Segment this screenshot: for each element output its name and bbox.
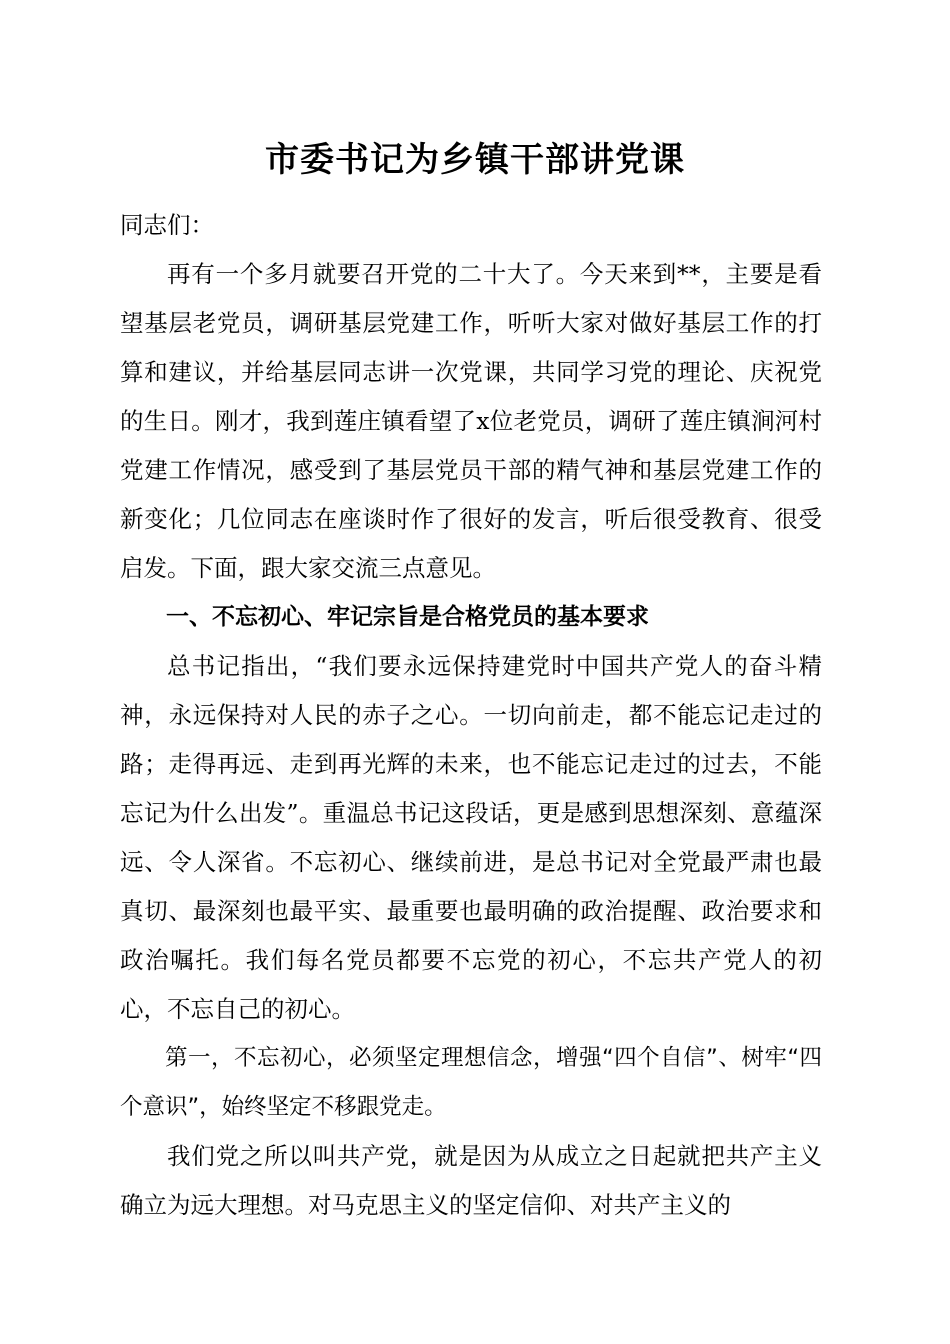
sub-heading-1: 第一，不忘初心，必须坚定理想信念，增强“四个自信”、树牢“四个意识”，始终坚定不移跟党走。 — [120, 1045, 822, 1120]
salutation: 同志们： — [120, 211, 214, 239]
section-heading-1: 一、不忘初心、牢记宗旨是合格党员的基本要求 — [166, 604, 649, 630]
document-body — [120, 201, 822, 1230]
paragraph-intro: 再有一个多月就要召开党的二十大了。今天来到**，主要是看望基层老党员，调研基层党建工作，听听大家对做好基层工作的打算和建议，并给基层同志讲一次党课，共同学习党的理论、庆祝党的生日。刚才，我到莲庄镇看望了x位老党员，调研了莲庄镇涧河村党建工作情况，感受到了基层党员干部的精气神和基层党建工作的新变化；几位同志在座谈时作了很好的发言，听后很受教育、很受启发。下面，跟大家交流三点意见。 — [120, 260, 822, 582]
paragraph-communism: 我们党之所以叫共产党，就是因为从成立之日起就把共产主义确立为远大理想。对马克思主义的坚定信仰、对共产主义的 — [120, 1142, 822, 1219]
paragraph-quote: 总书记指出，“我们要永远保持建党时中国共产党人的奋斗精神，永远保持对人民的赤子之心。一切向前走，都不能忘记走过的路；走得再远、走到再光辉的未来，也不能忘记走过的过去，不能忘记为什么出发”。重温总书记这段话，更是感到思想深刻、意蕴深远、令人深省。不忘初心、继续前进，是总书记对全党最严肃也最真切、最深刻也最平实、最重要也最明确的政治提醒、政治要求和政治嘱托。我们每名党员都要不忘党的初心，不忘共产党人的初心，不忘自己的初心。 — [120, 652, 822, 1023]
document-title: 市委书记为乡镇干部讲党课 — [265, 140, 685, 180]
